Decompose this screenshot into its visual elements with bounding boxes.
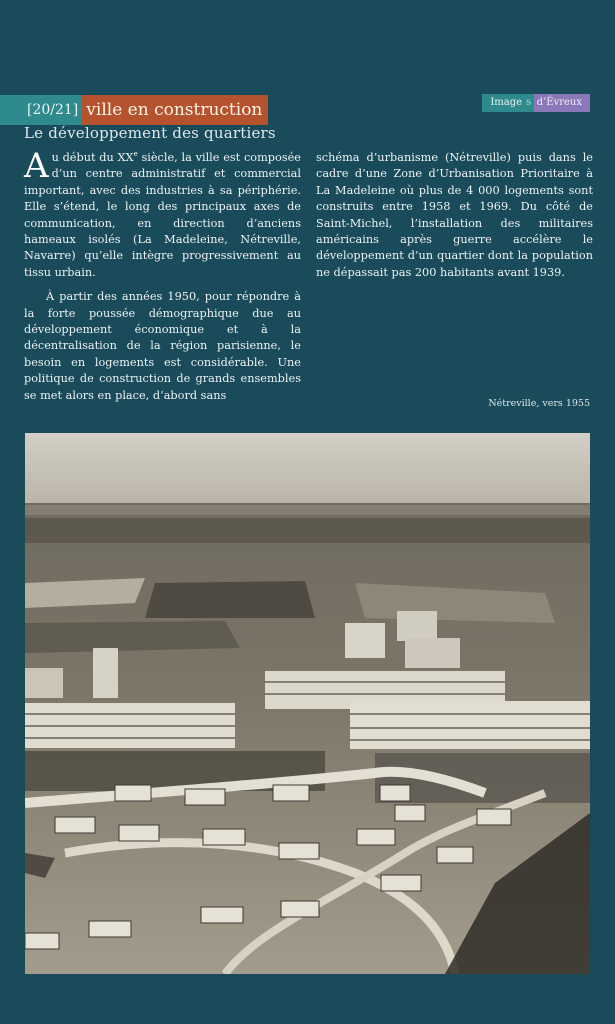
text-column-left: [24, 146, 301, 412]
section-title: ville en construction: [82, 95, 268, 125]
logo-prefix: Image: [482, 94, 524, 112]
logo-suffix: d’Évreux: [534, 94, 590, 112]
section-tag: [0, 95, 268, 125]
logo-mark: s: [524, 94, 534, 112]
text-column-right: [316, 150, 593, 289]
section-number: [20/21]: [0, 95, 82, 125]
page-subtitle: Le développement des quartiers: [24, 124, 276, 142]
aerial-photo-illustration: [25, 433, 590, 974]
paragraph-intro-start: u début du XX: [51, 151, 134, 164]
aerial-photograph: [25, 433, 590, 974]
paragraph-second: [24, 289, 301, 404]
paragraph-second-continued: [316, 150, 593, 281]
paragraph-second-part2: schéma d’urbanisme (Nétreville) puis dans le cadre d’une Zone d’Urbanisation Prioritaire à La Madeleine où plus de 4 000 logements sont construits entre 1958 et 1969. Du côté de Saint-Michel, l’installation des militaires américains après guerre accélère le développement d’un quartier dont la population ne dépassait pas 200 habitants avant 1939.: [316, 151, 593, 279]
drop-cap: A: [24, 146, 49, 186]
paragraph-second-part1: À partir des années 1950, pour répondre à la forte poussée démographique due au développement économique et à la décentralisation de la région parisienne, le besoin en logements est considérable. Une politique de construction de grands ensembles se met alors en place, d’abord sans: [24, 290, 301, 402]
photo-caption: Nétreville, vers 1955: [488, 398, 590, 409]
paragraph-intro-rest: siècle, la ville est composée d’un centre administratif et commercial important, avec des industries à sa périphérie. Elle s’étend, le long des principaux axes de communication, en direction d’anciens hameaux isolés (La Madeleine, Nétreville, Navarre) qu’elle intègre progressivement au tissu urbain.: [24, 151, 301, 279]
superscript: e: [133, 150, 138, 159]
paragraph-intro: [24, 146, 301, 281]
publication-logo: [482, 94, 590, 112]
